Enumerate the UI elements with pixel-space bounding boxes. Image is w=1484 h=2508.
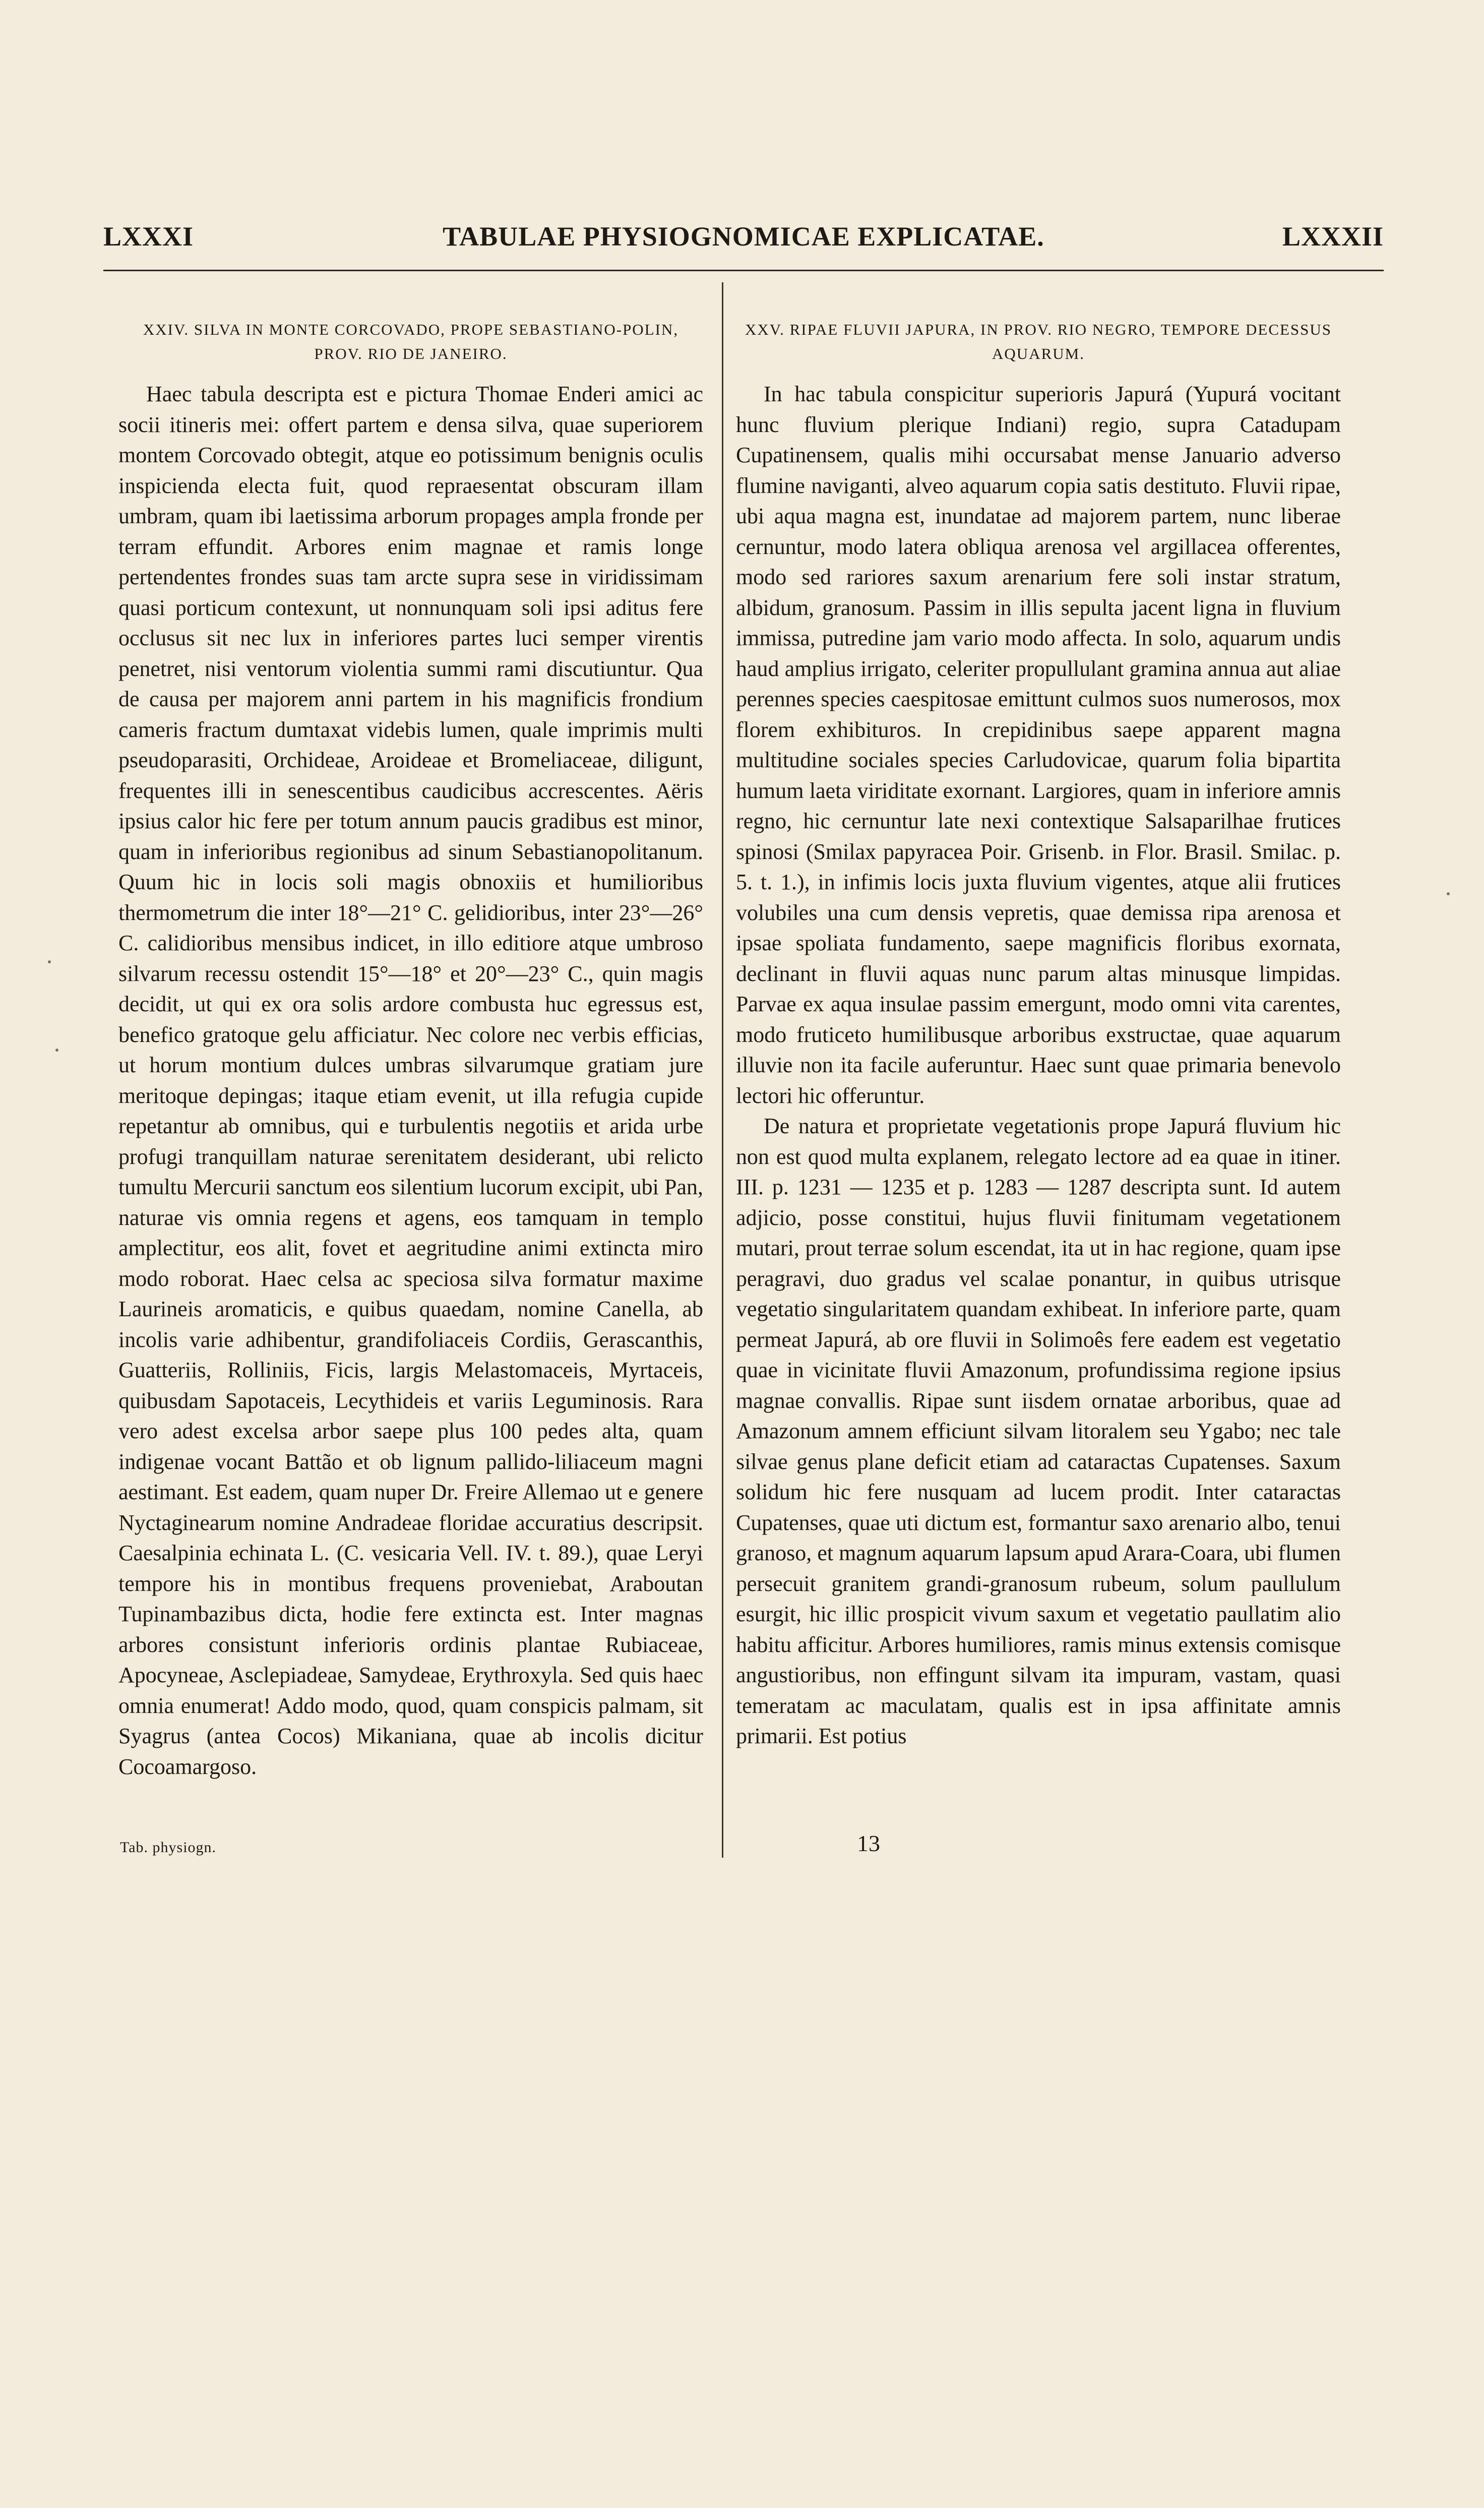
left-column [118,302,703,1782]
margin-speck [55,1049,58,1052]
column-divider [722,282,723,1858]
paragraph-ripae-1: In hac tabula conspicitur superioris Japurá (Yupurá vocitant hunc fluvium plerique Indiani) regio, supra Catadupam Cupatinensem, qualis mihi occursabat mense Januario adverso flumine naviganti, alveo aquarum copia satis destituto. Fluvii ripae, ubi aqua magna est, inundatae ad majorem partem, nunc liberae cernuntur, modo latera obliqua arenosa vel argillacea offerentes, modo sed rariores saxum arenarium fere soli instar stratum, albidum, granosum. Passim in illis sepulta jacent ligna in fluvium immissa, putredine jam vario modo affecta. In solo, aquarum undis haud amplius irrigato, celeriter propullulant gramina annua aut aliae perennes species caespitosae emittunt culmos suos numerosos, mox florem exhibituros. In crepidinibus saepe apparent magna multitudine sociales species Carludovicae, quarum folia bipartita humum laeta viriditate exornant. Largiores, quam in inferiore amnis regno, hic cernuntur late nexi contextique Salsaparilhae frutices spinosi (Smilax papyracea Poir. Grisenb. in Flor. Brasil. Smilac. p. 5. t. 1.), in infimis locis juxta fluvium vigentes, atque alii frutices volubiles una cum densis vepretis, quae demissa ripa arenosa et ipsae spoliata fundamento, saepe magnificis floribus exornata, declinant in fluvii aquas nunc parum altas minusque limpidas. Parvae ex aqua insulae passim emergunt, modo omni vita carentes, modo fruticeto humilibusque arboribus exstructae, quae aquarum illuvie non ita facile auferuntur. Haec sunt quae primaria benevolo lectori hic offeruntur. [736,382,1341,1108]
section-heading-xxv: XXV. RIPAE FLUVII JAPURA, IN PROV. RIO NEGRO, TEMPORE DECESSUS AQUARUM. [745,321,1332,362]
signature-mark: Tab. physiogn. [120,1839,217,1856]
running-head [103,221,1384,261]
paragraph-silva: Haec tabula descripta est e pictura Thomae Enderi amici ac socii itineris mei: offert partem e densa silva, quae superiorem montem Corcovado obtegit, atque eo potissimum benignis oculis inspicienda electa fuit, quod repraesentat obscuram illam umbram, quam ibi laetissima arborum propages ampla fronde per terram effundit. Arbores enim magnae et ramis longe pertendentes frondes suas tam arcte supra sese in viridissimam quasi porticum contexunt, ut nonnunquam soli ipsi aditus fere occlusus sit nec lux in inferiores partes luci semper virentis penetret, nisi ventorum violentia summi rami discutiuntur. Qua de causa per majorem anni partem in his magnificis frondium cameris fractum dumtaxat videbis lumen, quale imprimis multi pseudoparasiti, Orchideae, Aroideae et Bromeliaceae, diligunt, frequentes illi in senescentibus caudicibus accrescentes. Aëris ipsius calor hic fere per totum annum paucis gradibus est minor, quam in inferioribus regionibus ad sinum Sebastianopolitanum. Quum hic in locis soli magis obnoxiis et humilioribus thermometrum die inter 18°—21° C. gelidioribus, inter 23°—26° C. calidioribus mensibus indicet, in illo editiore atque umbroso silvarum recessu ostendit 15°—18° et 20°—23° C., quin magis decidit, ut qui ex ora solis ardore combusta huc egressus est, benefico gratoque gelu afficiatur. Nec colore nec verbis efficias, ut horum montium dulces umbras silvarumque gratiam jure meritoque depingas; itaque etiam evenit, ut illa refugia cupide repetantur ab omnibus, qui e turbulentis negotiis et arida urbe profugi tranquillam naturae serenitatem desiderant, ubi relicto tumultu Mercurii sanctum eos silentium lucorum excipit, ubi Pan, naturae vis omnia regens et agens, eos tamquam in templo amplectitur, eos alit, fovet et aegritudine animi extincta miro modo roborat. Haec celsa ac speciosa silva formatur maxime Laurineis aromaticis, e quibus quaedam, nomine Canella, ab incolis varie adhibentur, grandifoliaceis Cordiis, Gerascanthis, Guatteriis, Rolliniis, Ficis, largis Melastomaceis, Myrtaceis, quibusdam Sapotaceis, Lecythideis et variis Leguminosis. Rara vero adest excelsa arbor saepe plus 100 pedes alta, quam indigenae vocant Battão et ob lignum pallido-liliaceum magni aestimant. Est eadem, quam nuper Dr. Freire Allemao ut e genere Nyctaginearum nomine Andradeae floridae accuratius descripsit. Caesalpinia echinata L. (C. vesicaria Vell. IV. t. 89.), quae Leryi tempore his in montibus frequens proveniebat, Araboutan Tupinambazibus dicta, hodie fere extincta est. Inter magnas arbores consistunt inferioris ordinis plantae Rubiaceae, Apocyneae, Asclepiadeae, Samydeae, Erythroxyla. Sed quis haec omnia enumerat! Addo modo, quod, quam conspicis palmam, sit Syagrus (antea Cocos) Mikaniana, quae ab incolis dicitur Cocoamargoso. [118,382,703,1779]
page-folio: 13 [857,1830,880,1856]
margin-speck [1447,892,1450,895]
section-heading-xxiv: XXIV. SILVA IN MONTE CORCOVADO, PROPE SEBASTIANO-POLIN, PROV. RIO DE JANEIRO. [143,321,679,362]
right-column [736,302,1341,1752]
page-number-left: LXXXI [103,221,194,252]
running-title: TABULAE PHYSIOGNOMICAE EXPLICATAE. [443,221,1044,252]
header-rule [103,270,1384,271]
page-number-right: LXXXII [1282,221,1384,252]
margin-speck [48,960,51,963]
paragraph-ripae-2: De natura et proprietate vegetationis prope Japurá fluvium hic non est quod multa explanem, relegato lectore ad ea quae in itiner. III. p. 1231 — 1235 et p. 1283 — 1287 descripta sunt. Id autem adjicio, posse constitui, hujus fluvii finitumam vegetationem mutari, prout terrae solum escendat, ita ut in hac regione, quam ipse peragravi, duo gradus vel scalae ponantur, in quibus utrisque vegetatio singularitatem quandam exhibeat. In inferiore parte, quam permeat Japurá, ab ore fluvii in Solimoês fere eadem est vegetatio quae in vicinitate fluvii Amazonum, profundissima regione ipsius magnae convallis. Ripae sunt iisdem ornatae arboribus, quae ad Amazonum amnem efficiunt silvam litoralem seu Ygabo; nec tale silvae genus plane deficit etiam ad cataractas Cupatenses. Saxum solidum hic fere nusquam ad lucem prodit. Inter cataractas Cupatenses, quae uti dictum est, formantur saxo arenario albo, tenui granoso, et magnum aquarum lapsum apud Arara-Coara, ubi flumen persecuit granitem grandi-granosum rubeum, solum paullulum esurgit, hic illic prospicit vivum saxum et vegetatio paullatim alio habitu afficitur. Arbores humiliores, ramis minus extensis comisque angustioribus, non effingunt silvam ita impuram, vastam, quasi temeratam ac maculatam, qualis est in ipsa affinitate amnis primarii. Est potius [736,1114,1341,1748]
